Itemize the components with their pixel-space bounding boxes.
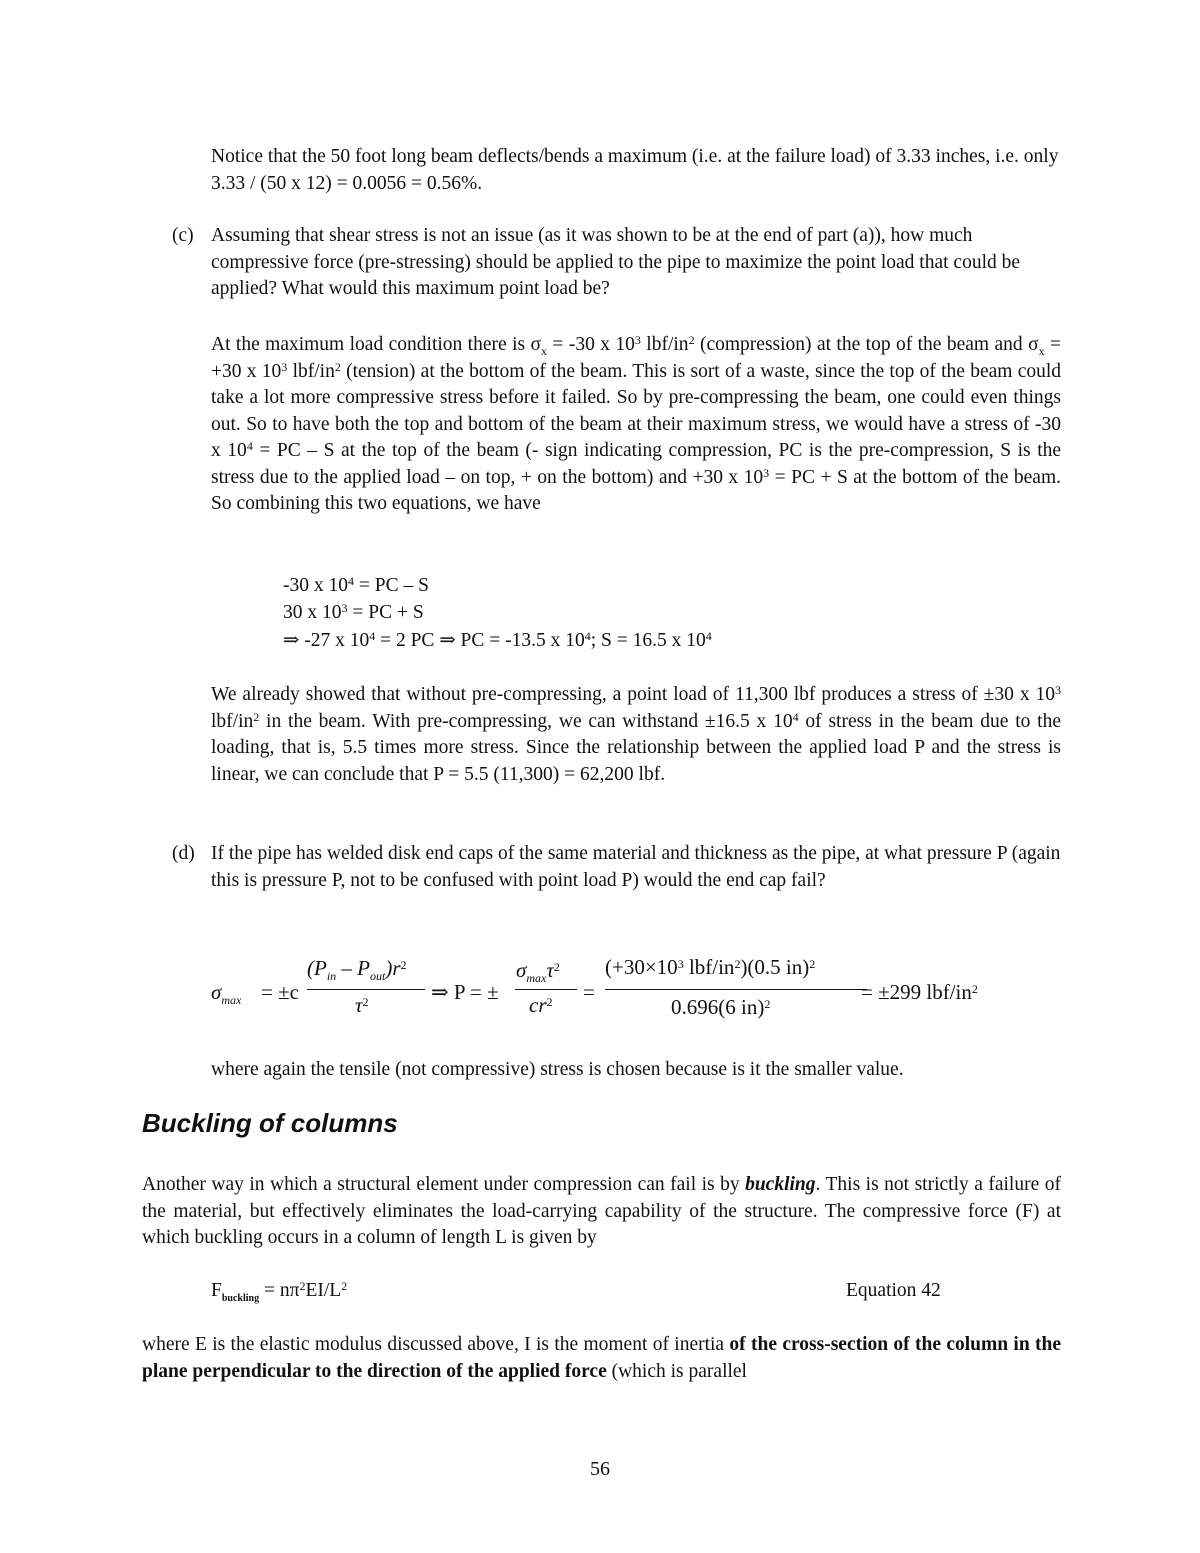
section-heading: Buckling of columns xyxy=(142,1108,398,1138)
equation-line-2: 30 x $10^3$ = PC + S xyxy=(283,601,424,623)
buckling-equation: $F_{buckling} = n\pi^2EI/L^2$ xyxy=(211,1279,348,1304)
part-d-label: (d) xyxy=(172,843,195,864)
paragraph-notice: Notice that the 50 foot long beam deflects/bends a maximum (i.e. at the failure load) of 3.33 inches, i.e. only 3.33 / (50 x 12) = 0.0056 = 0.56%. xyxy=(211,146,1059,194)
equation-line-3: ⇒ -27 x $10^4 = 2$ PC ⇒ PC = -13.5 x $10^4$; S = 16.5 x $10^4$ xyxy=(283,629,712,651)
part-c-question: Assuming that shear stress is not an issue (as it was shown to be at the end of part (a)), how much compressive force (pre-stressing) should be applied to the pipe to maximize the point load that could be applied? What would this maximum point load be? xyxy=(211,225,1021,299)
part-c-label: (c) xyxy=(172,225,194,246)
part-c-answer: At the maximum load condition there is $\sigma_x = -30$ x $10^3$ lbf/$in^2$ (compression) at the top of the beam and $\sigma_x = +30$ x $10^3$ lbf/$in^2$ (tension) at the bottom of the beam. This is sort of a waste, since the top of the beam could take a lot more compressive stress before it failed. So by pre-compressing the beam, one could even things out. So to have both the top and bottom of the beam at their maximum stress, we would have a stress of -30 x $10^4$ = PC – S at the top of the beam (- sign indicating compression, PC is the pre-compression, S is the stress due to the applied load – on top, + on the bottom) and +30 x $10^3$ = PC + S at the bottom of the beam. So combining this two equations, we have xyxy=(211,333,1062,514)
equation-line-1: -30 x $10^4$ = PC – S xyxy=(283,574,429,596)
part-d-question: If the pipe has welded disk end caps of the same material and thickness as the pipe, at what pressure P (again this is pressure P, not to be confused with point load P) would the end cap fail? xyxy=(211,843,1061,891)
where-again-text: where again the tensile (not compressive) stress is chosen because is it the smaller value. xyxy=(211,1059,904,1080)
where-e-paragraph: where E is the elastic modulus discussed above, I is the moment of inertia of the cross-section of the column in the plane perpendicular to the direction of the applied force (which is parallel xyxy=(142,1334,1061,1382)
page-number: 56 xyxy=(590,1458,610,1480)
end-cap-stress-formula: $\sigma_{max}$ = ±c $(P_{in} - P_{out})r^2$ $\tau^2$ ⇒ P = ± $\sigma_{max}\tau^2$ $cr^2$ = ($+30\times 10^3$ lbf/$in^2)(0.5$ in)$^2$ 0.696(6 in)$^2$ = ±299 lbf/$in^2$ xyxy=(211,955,978,1019)
part-c-result: We already showed that without pre-compressing, a point load of 11,300 lbf produces a stress of ±30 x $10^3$ lbf/$in^2$ in the beam. With pre-compressing, we can withstand ±16.5 x $10^4$ of stress in the beam due to the loading, that is, 5.5 times more stress. Since the relationship between the applied load P and the stress is linear, we can conclude that P = 5.5 (11,300) = 62,200 lbf. xyxy=(211,683,1061,785)
equation-number: Equation 42 xyxy=(846,1280,941,1301)
buckling-paragraph: Another way in which a structural element under compression can fail is by buckling. This is not strictly a failure of the material, but effectively eliminates the load-carrying capability of the structure. The compressive force (F) at which buckling occurs in a column of length L is given by xyxy=(142,1174,1061,1248)
